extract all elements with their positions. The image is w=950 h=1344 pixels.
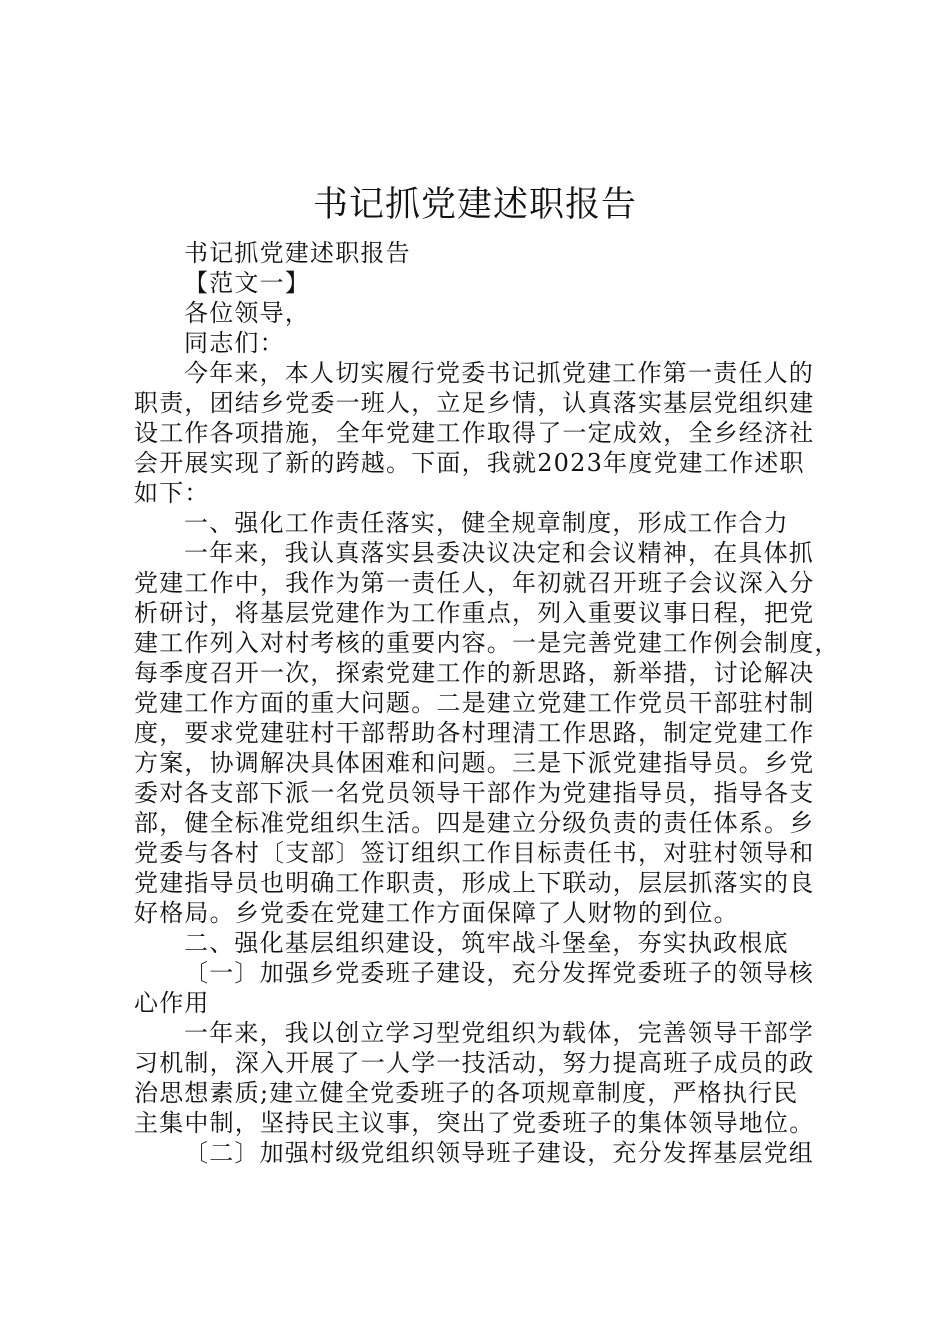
- document-title: 书记抓党建述职报告: [312, 185, 637, 225]
- text-line: 【范文一】: [184, 269, 310, 297]
- text-line: 治思想素质;建立健全党委班子的各项规章制度，严格执行民: [134, 1079, 799, 1107]
- text-line: 党建工作中，我作为第一责任人，年初就召开班子会议深入分: [134, 569, 815, 597]
- text-line: 好格局。乡党委在党建工作方面保障了人财物的到位。: [134, 899, 739, 927]
- text-line: 委对各支部下派一名党员领导干部作为党建指导员，指导各支: [134, 779, 815, 807]
- text-line: 建工作列入对村考核的重要内容。一是完善党建工作例会制度，: [134, 629, 840, 657]
- text-line: 党建指导员也明确工作职责，形成上下联动，层层抓落实的良: [134, 869, 815, 897]
- text-line: 析研讨，将基层党建作为工作重点，列入重要议事日程，把党: [134, 599, 815, 627]
- subsection-heading: 〔二〕加强村级党组织领导班子建设，充分发挥基层党组: [184, 1139, 814, 1167]
- text-line: 一年来，我以创立学习型党组织为载体，完善领导干部学: [184, 1019, 814, 1047]
- text-line: 如下：: [134, 479, 210, 507]
- subsection-heading-continued: 心作用: [134, 989, 210, 1017]
- text-line: 度，要求党建驻村干部帮助各村理清工作思路，制定党建工作: [134, 719, 815, 747]
- document-body: [134, 238, 840, 1168]
- section-heading: 二、强化基层组织建设，筑牢战斗堡垒，夯实执政根底: [184, 929, 789, 957]
- text-line: 党委与各村〔支部〕签订组织工作目标责任书，对驻村领导和: [134, 839, 815, 867]
- text-line: 部，健全标准党组织生活。四是建立分级负责的责任体系。乡: [134, 809, 815, 837]
- text-line: 书记抓党建述职报告: [184, 239, 411, 267]
- text-line: 习机制，深入开展了一人学一技活动，努力提高班子成员的政: [134, 1049, 815, 1077]
- section-heading: 一、强化工作责任落实，健全规章制度，形成工作合力: [184, 509, 789, 537]
- text-line: 今年来，本人切实履行党委书记抓党建工作第一责任人的: [184, 359, 814, 387]
- text-line: 设工作各项措施，全年党建工作取得了一定成效，全乡经济社: [134, 419, 815, 447]
- text-line: 职责，团结乡党委一班人，立足乡情，认真落实基层党组织建: [134, 389, 815, 417]
- text-line: 党建工作方面的重大问题。二是建立党建工作党员干部驻村制: [134, 689, 815, 717]
- text-line: 一年来，我认真落实县委决议决定和会议精神，在具体抓: [184, 539, 814, 567]
- text-line: 各位领导，: [184, 299, 310, 327]
- text-line: 主集中制，坚持民主议事，突出了党委班子的集体领导地位。: [134, 1109, 815, 1137]
- text-line: 方案，协调解决具体困难和问题。三是下派党建指导员。乡党: [134, 749, 815, 777]
- text-line: 每季度召开一次，探索党建工作的新思路，新举措，讨论解决: [134, 659, 815, 687]
- text-line: 同志们：: [184, 329, 285, 357]
- text-line: 会开展实现了新的跨越。下面，我就2023年度党建工作述职: [134, 449, 805, 477]
- subsection-heading: 〔一〕加强乡党委班子建设，充分发挥党委班子的领导核: [184, 959, 814, 987]
